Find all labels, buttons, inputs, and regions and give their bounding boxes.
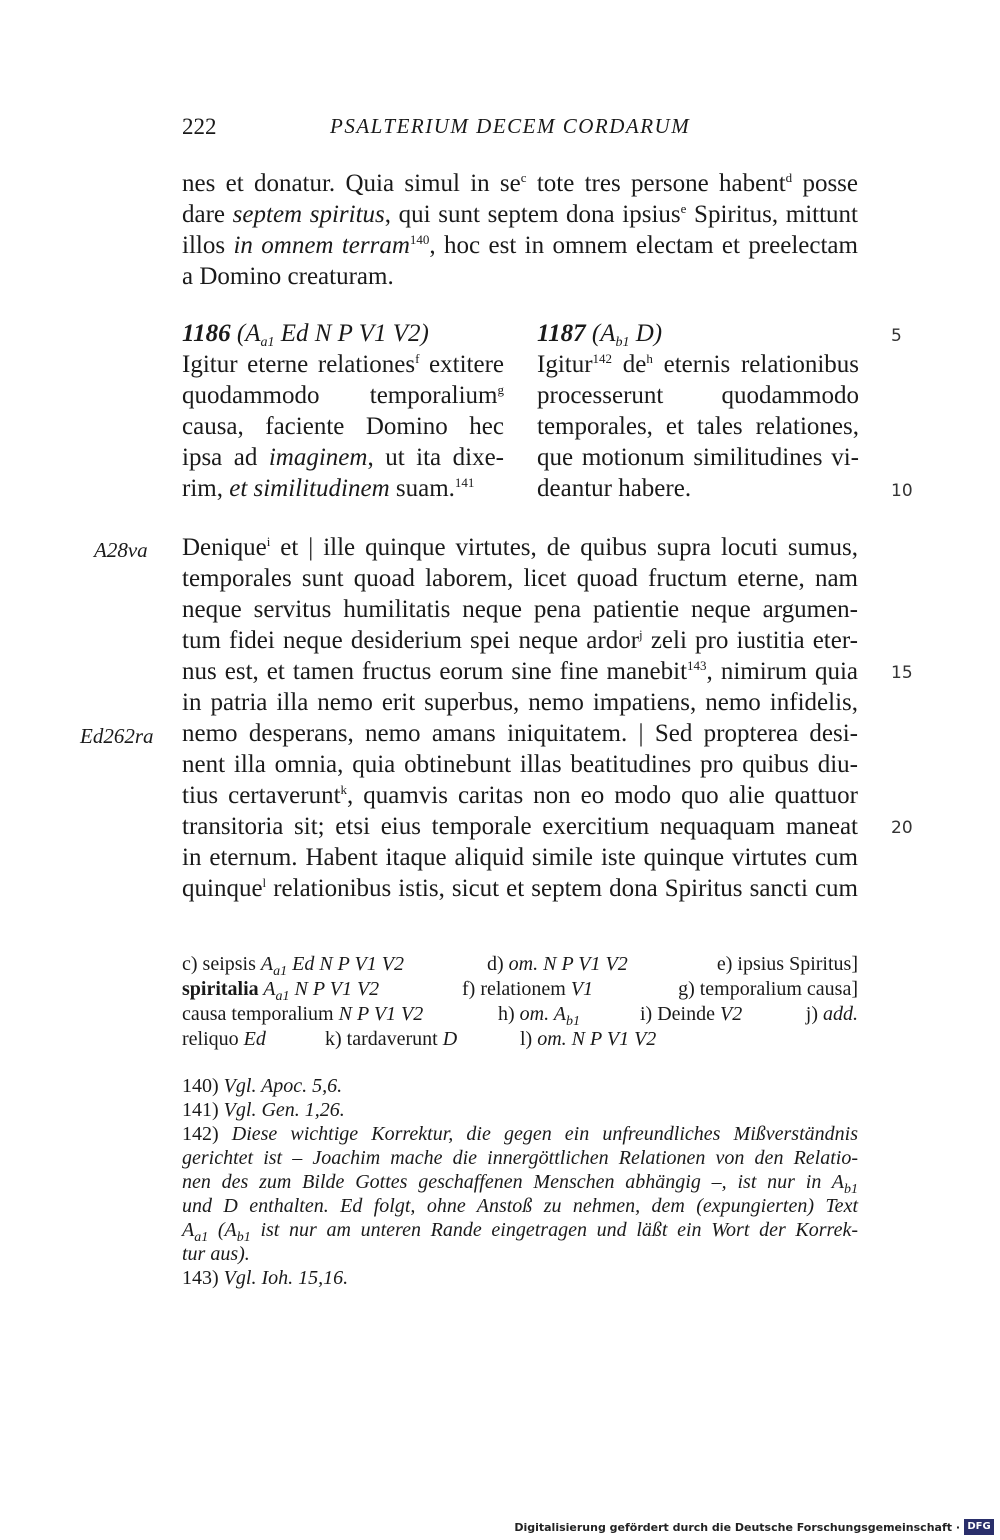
column-line: causa, faciente Domino hec [182, 413, 504, 440]
footnote-140: 140) Vgl. Apoc. 5,6. [182, 1075, 343, 1097]
text-line: nemo desperans, nemo amans iniquitatem. | Sed propterea desi- [182, 720, 858, 747]
footnote-143: 143) Vgl. Ioh. 15,16. [182, 1267, 349, 1289]
text-line: quinque$^l$ relationibus istis, sicut et septem dona Spiritus sancti cum [182, 875, 858, 902]
column-line: que motionum similitudines vi- [537, 444, 859, 471]
text-line: tum fidei neque desiderium spei neque ardor$^j$ zeli pro iustitia eter- [182, 627, 858, 654]
text-line: illos in omnem terram$^{140}$, hoc est in omnem electam et preelectam [182, 232, 858, 259]
margin-siglum: Ed262ra [80, 724, 154, 748]
text-line: transitoria sit; etsi eius temporale exercitium nequaquam maneat [182, 813, 858, 840]
text-line: nus est, et tamen fructus eorum sine fine manebit$^{143}$, nimirum quia [182, 658, 858, 685]
text-line: in eternum. Habent itaque aliquid simile iste quinque virtutes cum [182, 844, 858, 871]
footnote-142: 142) Diese wichtige Korrektur, die gegen ein unfreundliches Mißverständnis [182, 1123, 858, 1145]
line-number: 15 [891, 663, 913, 683]
column-line: rim, et similitudinem suam.$^{141}$ [182, 475, 475, 502]
column-line: processerunt quodammodo [537, 382, 859, 409]
running-title: PSALTERIUM DECEM CORDARUM [330, 114, 691, 138]
column-heading-1187: 1187 ($A_{b1}$ D) [537, 320, 663, 350]
footnote-line: und D enthalten. Ed folgt, ohne Anstoß zu nehmen, dem (expungierten) Text [182, 1195, 858, 1217]
column-line: Igitur eterne relationes$^f$ extitere [182, 351, 504, 378]
text-line: temporales sunt quoad laborem, licet quoad fructum eterne, nam [182, 565, 858, 592]
page-number: 222 [182, 114, 217, 139]
digitization-footer [0, 1519, 1000, 1540]
footnote-line: gerichtet ist – Joachim mache die innergöttlichen Relationen von den Relatio- [182, 1147, 858, 1169]
text-line: dare septem spiritus, qui sunt septem dona ipsius$^e$ Spiritus, mittunt [182, 201, 858, 228]
footnote-line: nen des zum Bilde Gottes geschaffenen Menschen abhängig –, ist nur in $A_{b1}$ [182, 1171, 858, 1197]
text-line: a Domino creaturam. [182, 263, 394, 290]
footnote-line: tur aus). [182, 1243, 250, 1265]
footnote-141: 141) Vgl. Gen. 1,26. [182, 1099, 345, 1121]
funding-note: Digitalisierung gefördert durch die Deutsche Forschungsgemeinschaft · [514, 1521, 960, 1534]
text-line: neque servitus humilitatis neque pena patientie neque argumen- [182, 596, 858, 623]
text-line: in patria illa nemo erit superbus, nemo impatiens, nemo infidelis, [182, 689, 858, 716]
column-line: Igitur$^{142}$ $de^h$ eternis relationibus [537, 351, 859, 378]
column-line: quodammodo temporalium$^g$ [182, 382, 504, 409]
column-line: ipsa ad imaginem, ut ita dixe- [182, 444, 504, 471]
text-line: nent illa omnia, quia obtinebunt illas beatitudines pro quibus diu- [182, 751, 858, 778]
dfg-logo: DFG [964, 1519, 994, 1535]
text-line: nes et donatur. Quia simul in $se^c$ tote tres persone habent$^d$ posse [182, 170, 859, 197]
column-heading-1186: 1186 ($A_{a1}$ Ed N P V1 V2) [182, 320, 429, 350]
footnote-line: $A_{a1}$ ($A_{b1}$ ist nur am unteren Rande eingetragen und läßt ein Wort der Korrek- [182, 1219, 858, 1245]
margin-siglum: A28va [94, 538, 148, 562]
line-number: 20 [891, 818, 913, 838]
text-line: tius certaverunt$^k$, quamvis caritas non eo modo quo alie quattuor [182, 782, 858, 809]
line-number: 10 [891, 481, 913, 501]
column-line: temporales, et tales relationes, [537, 413, 859, 440]
text-line: Denique$^i$ et | ille quinque virtutes, de quibus supra locuti sumus, [182, 534, 858, 561]
column-line: deantur habere. [537, 475, 692, 502]
line-number: 5 [891, 326, 902, 346]
book-page: 222 PSALTERIUM DECEM CORDARUM nes et donatur. Quia simul in $se^c$ tote tres persone habent$^d$ posse dare septem spiritus, qui sunt septem dona ipsius$^e$ Spiritus, mittunt illos in omnem terram$^{140}$, hoc est in omnem electam et preelectam a Domino creaturam. 1186 ($A_{a1}$ Ed N P V1 V2) Igitur eterne relationes$^f$ extitere quodammodo temporalium$^g$ causa, faciente Domino hec ipsa ad imaginem, ut ita dixe- rim, et similitudinem suam.$^{141}$ 1187 ($A_{b1}$ D) Igitur$^{142}$ $de^h$ eternis relationibus processerunt quodammodo temporales, et tales relationes, que motionum similitudines vi- deantur habere. Denique$^i$ et | ille quinque virtutes, de quibus supra locuti sumus, temporales sunt quoad laborem, licet quoad fructum eterne, nam neque servitus humilitatis neque pena patientie neque argumen- tum fidei neque desiderium spei neque ardor$^j$ zeli pro iustitia eter- nus est, et tamen fructus eorum sine fine manebit$^{143}$, nimirum quia in patria illa nemo erit superbus, nemo impatiens, nemo infidelis, nemo desperans, nemo amans iniquitatem. | Sed propterea desi- nent illa omnia, quia obtinebunt illas beatitudines pro quibus diu- tius certaverunt$^k$, quamvis caritas non eo modo quo alie quattuor transitoria sit; etsi eius temporale exercitium nequaquam maneat in eternum. Habent itaque aliquid simile iste quinque virtutes cum quinque$^l$ relationibus istis, sicut et septem dona Spiritus sancti cum 5 10 15 20 A28va Ed262ra c) seipsis $A_{a1}$ Ed N P V1 V2 d) om. N P V1 V2 e) ipsius Spiritus] spiritalia $A_{a1}$ N P V1 V2 f) relationem V1 g) temporalium causa] causa temporalium N P V1 V2 h) om. $A_{b1}$ i) Deinde V2 j) add. reliquo Ed k) tardaverunt D l) om. N P V1 V2 140) Vgl. Apoc. 5,6. 141) Vgl. Gen. 1,26. 142) Diese wichtige Korrektur, die gegen ein unfreundliches Mißverständnis gerichtet ist – Joachim mache die innergöttlichen Relationen von den Relatio- nen des zum Bilde Gottes geschaffenen Menschen abhängig –, ist nur in $A_{b1}$ und D enthalten. Ed folgt, ohne Anstoß zu nehmen, dem (expungierten) Text $A_{a1}$ ($A_{b1}$ ist nur am unteren Rande eingetragen und läßt ein Wort der Korrek- tur aus). 143) Vgl. Ioh. 15,16. Digitalisierung gefördert durch die Deutsche Forschungsgemeinschaft · DFG [0, 0, 1000, 1540]
